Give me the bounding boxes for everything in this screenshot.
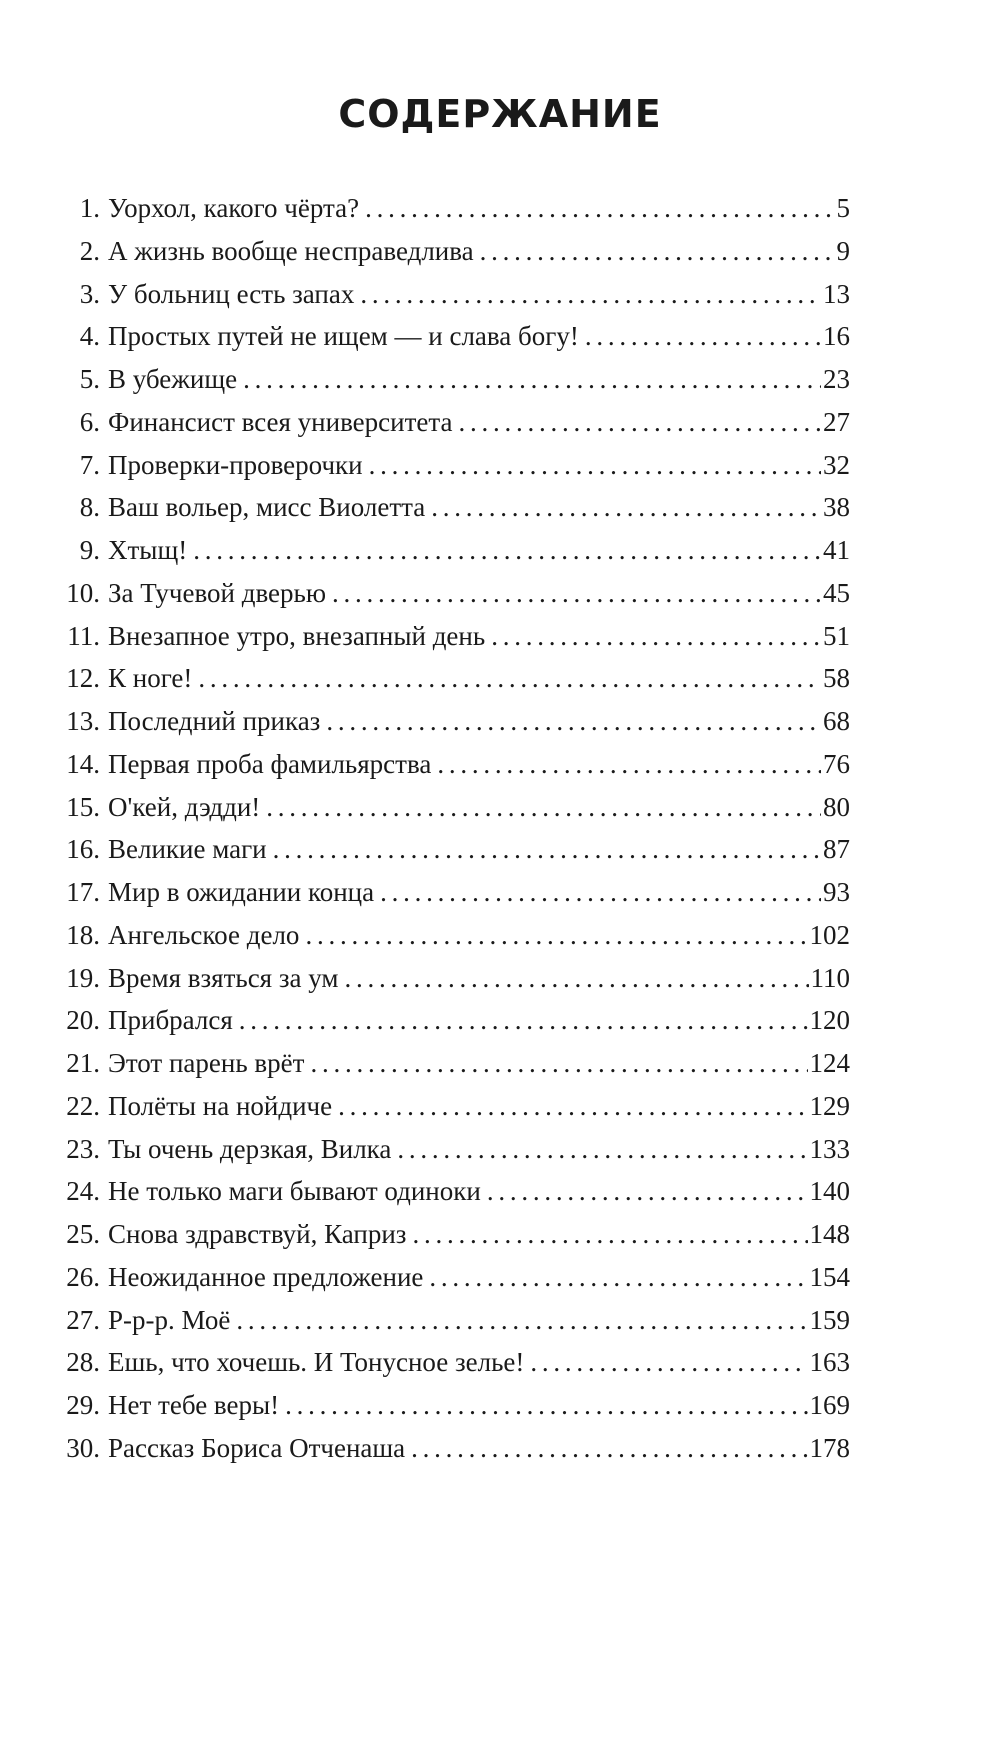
chapter-number: 12.	[66, 663, 100, 694]
chapter-number: 10.	[66, 577, 100, 608]
chapter-title: А жизнь вообще несправедлива	[108, 235, 474, 266]
toc-entry	[52, 535, 850, 578]
chapter-number: 26.	[66, 1261, 100, 1292]
chapter-title: Ваш вольер, мисс Виолетта	[108, 492, 426, 523]
toc-entry	[52, 1219, 850, 1262]
dot-leader	[411, 1433, 807, 1464]
chapter-title: В убежище	[108, 364, 238, 394]
page-number: 148	[809, 1219, 850, 1249]
toc-entry	[52, 963, 850, 1006]
toc-entry	[52, 706, 850, 749]
page-number: 133	[809, 1133, 850, 1164]
toc-entry	[52, 1390, 850, 1433]
chapter-number: 17.	[66, 877, 100, 907]
page-number: 163	[809, 1347, 850, 1378]
toc-entry	[52, 1176, 850, 1219]
table-of-contents	[52, 193, 850, 1476]
toc-entry	[52, 193, 850, 236]
chapter-title: Нет тебе веры!	[108, 1390, 280, 1420]
dot-leader	[236, 1305, 807, 1336]
chapter-number: 25.	[66, 1219, 100, 1249]
chapter-title: Прибрался	[108, 1005, 233, 1036]
toc-entry	[52, 792, 850, 835]
dot-leader	[326, 706, 821, 737]
chapter-number: 28.	[66, 1347, 100, 1378]
chapter-number: 24.	[66, 1176, 100, 1207]
chapter-number: 16.	[66, 834, 100, 865]
chapter-title: Ешь, что хочешь. И Тонусное зелье!	[108, 1347, 525, 1378]
page-number: 87	[823, 834, 850, 865]
dot-leader	[491, 621, 821, 652]
toc-entry	[52, 1305, 850, 1348]
dot-leader	[285, 1390, 807, 1421]
dot-leader	[480, 236, 835, 267]
chapter-number: 6.	[79, 406, 100, 437]
page-number: 51	[823, 620, 850, 651]
page-number: 13	[823, 278, 850, 309]
chapter-title: Простых путей не ищем — и слава богу!	[108, 321, 579, 352]
chapter-number: 7.	[79, 449, 100, 480]
dot-leader	[243, 364, 821, 395]
toc-entry	[52, 407, 850, 450]
chapter-number: 19.	[66, 962, 100, 993]
dot-leader	[305, 920, 807, 951]
chapter-title: О'кей, дэдди!	[108, 791, 261, 822]
dot-leader	[198, 663, 821, 694]
page-number: 102	[809, 919, 850, 950]
chapter-title: К ноге!	[108, 663, 193, 694]
chapter-title: Великие маги	[108, 834, 267, 865]
chapter-title: Не только маги бывают одиноки	[108, 1176, 481, 1207]
page-number: 23	[823, 364, 850, 394]
page-number: 110	[810, 962, 850, 993]
toc-entry	[52, 834, 850, 877]
toc-entry	[52, 1005, 850, 1048]
chapter-title: У больниц есть запах	[108, 278, 355, 309]
page-number: 32	[823, 449, 850, 480]
dot-leader	[380, 877, 821, 908]
page-number: 140	[809, 1176, 850, 1207]
toc-entry	[52, 1262, 850, 1305]
dot-leader	[412, 1219, 807, 1250]
chapter-number: 15.	[66, 791, 100, 822]
toc-entry	[52, 578, 850, 621]
toc-entry	[52, 236, 850, 279]
chapter-title: Финансист всея университета	[108, 406, 453, 437]
toc-entry	[52, 364, 850, 407]
chapter-number: 14.	[66, 748, 100, 779]
chapter-number: 4.	[79, 321, 100, 352]
page-number: 154	[809, 1261, 850, 1292]
page-number: 169	[809, 1390, 850, 1420]
chapter-title: Рассказ Бориса Отченаша	[108, 1432, 406, 1463]
toc-entry	[52, 321, 850, 364]
chapter-title: Хтыщ!	[108, 535, 188, 565]
chapter-number: 9.	[79, 535, 100, 565]
toc-entry	[52, 1048, 850, 1091]
chapter-title: Внезапное утро, внезапный день	[108, 620, 486, 651]
chapter-title: Уорхол, какого чёрта?	[108, 193, 360, 223]
page-number: 68	[823, 706, 850, 736]
page-number: 16	[823, 321, 850, 352]
dot-leader	[310, 1048, 807, 1079]
dot-leader	[530, 1347, 807, 1378]
page-number: 27	[823, 406, 850, 437]
chapter-number: 29.	[66, 1390, 100, 1420]
chapter-number: 13.	[66, 706, 100, 736]
chapter-number: 21.	[66, 1048, 100, 1078]
chapter-number: 23.	[66, 1133, 100, 1164]
page-number: 45	[823, 577, 850, 608]
page-number: 124	[809, 1048, 850, 1078]
toc-entry	[52, 663, 850, 706]
chapter-title: Время взяться за ум	[108, 962, 339, 993]
chapter-number: 11.	[67, 620, 100, 651]
chapter-number: 3.	[79, 278, 100, 309]
dot-leader	[459, 407, 822, 438]
chapter-title: Неожиданное предложение	[108, 1261, 424, 1292]
dot-leader	[429, 1262, 807, 1293]
toc-entry	[52, 279, 850, 322]
dot-leader	[585, 321, 821, 352]
dot-leader	[193, 535, 821, 566]
dot-leader	[437, 749, 821, 780]
dot-leader	[239, 1005, 808, 1036]
chapter-number: 2.	[79, 235, 100, 266]
toc-entry	[52, 1091, 850, 1134]
chapter-title: Последний приказ	[108, 706, 321, 736]
chapter-number: 1.	[79, 193, 100, 223]
chapter-title: Р-р-р. Моё	[108, 1304, 231, 1335]
chapter-title: Этот парень врёт	[108, 1048, 305, 1078]
chapter-number: 27.	[66, 1304, 100, 1335]
page-number: 93	[823, 877, 850, 907]
page-number: 5	[836, 193, 850, 223]
dot-leader	[397, 1134, 807, 1165]
toc-entry	[52, 920, 850, 963]
toc-entry	[52, 450, 850, 493]
chapter-title: Снова здравствуй, Каприз	[108, 1219, 407, 1249]
toc-entry	[52, 621, 850, 664]
page-number: 76	[823, 748, 850, 779]
toc-entry	[52, 492, 850, 535]
chapter-title: Мир в ожидании конца	[108, 877, 375, 907]
dot-leader	[360, 279, 821, 310]
page-number: 80	[823, 791, 850, 822]
chapter-title: За Тучевой дверью	[108, 577, 327, 608]
dot-leader	[332, 578, 821, 609]
toc-entry	[52, 1134, 850, 1177]
page-number: 58	[823, 663, 850, 694]
toc-entry	[52, 1433, 850, 1476]
dot-leader	[338, 1091, 807, 1122]
toc-entry	[52, 877, 850, 920]
dot-leader	[487, 1176, 808, 1207]
toc-entry	[52, 1347, 850, 1390]
toc-entry	[52, 749, 850, 792]
page-number: 41	[823, 535, 850, 565]
page-title: СОДЕРЖАНИЕ	[338, 92, 662, 136]
chapter-number: 8.	[79, 492, 100, 523]
page-number: 129	[809, 1090, 850, 1121]
page-number: 38	[823, 492, 850, 523]
chapter-title: Ты очень дерзкая, Вилка	[108, 1133, 392, 1164]
dot-leader	[431, 492, 821, 523]
chapter-title: Первая проба фамильярства	[108, 748, 432, 779]
chapter-number: 22.	[66, 1090, 100, 1121]
chapter-number: 30.	[66, 1432, 100, 1463]
chapter-title: Проверки-проверочки	[108, 449, 363, 480]
dot-leader	[369, 450, 821, 481]
dot-leader	[266, 792, 821, 823]
chapter-number: 20.	[66, 1005, 100, 1036]
dot-leader	[365, 193, 834, 224]
chapter-title: Полёты на нойдиче	[108, 1090, 333, 1121]
page-number: 178	[809, 1432, 850, 1463]
dot-leader	[344, 963, 808, 994]
chapter-number: 18.	[66, 919, 100, 950]
page-number: 120	[809, 1005, 850, 1036]
page-number: 9	[836, 235, 850, 266]
page-number: 159	[809, 1304, 850, 1335]
chapter-title: Ангельское дело	[108, 919, 300, 950]
chapter-number: 5.	[79, 364, 100, 394]
dot-leader	[273, 834, 821, 865]
